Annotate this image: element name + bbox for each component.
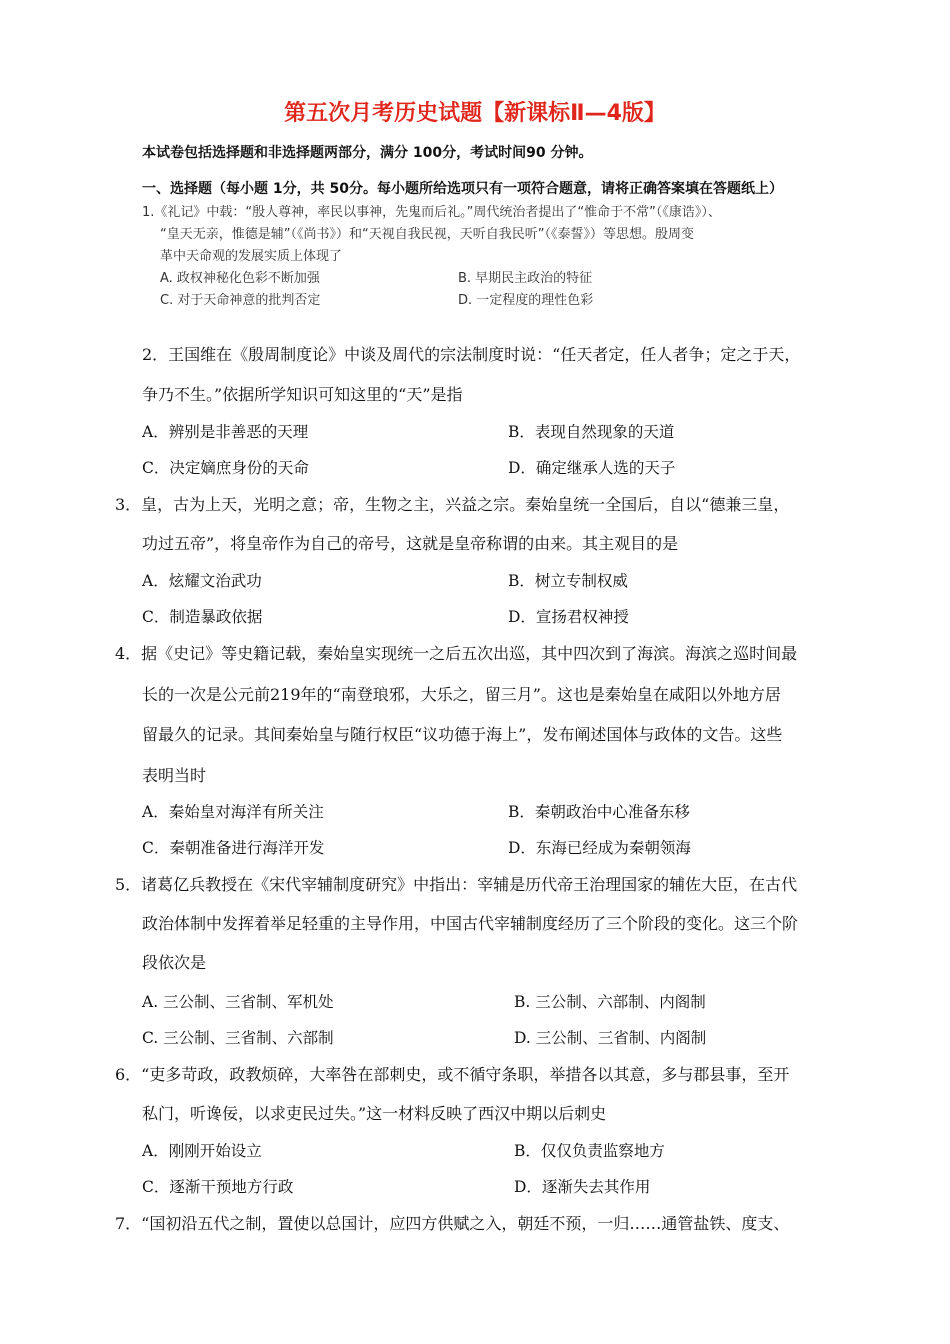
question-2-line: 争乃不生。”依据所学知识可知这里的“天”是指 xyxy=(142,385,463,404)
question-4-line: 表明当时 xyxy=(142,766,207,785)
section-heading: 一、选择题（每小题 1分，共 50分。每小题所给选项只有一项符合题意，请将正确答案填在答题纸上） xyxy=(142,181,783,197)
question-1 xyxy=(142,202,842,312)
question-2-option-a: A．辨别是非善恶的天理 xyxy=(142,423,309,441)
question-1-option-a: A. 政权神秘化色彩不断加强 xyxy=(160,271,320,286)
question-1-option-c: C. 对于天命神意的批判否定 xyxy=(160,293,321,308)
question-4-line: 4．据《史记》等史籍记载，秦始皇实现统一之后五次出巡，其中四次到了海滨。海滨之巡时间最 xyxy=(115,644,798,663)
question-3-option-d: D．宣扬君权神授 xyxy=(508,608,629,626)
question-2-option-b: B．表现自然现象的天道 xyxy=(508,423,675,441)
question-3-option-c: C．制造暴政依据 xyxy=(142,608,263,626)
question-4-line: 留最久的记录。其间秦始皇与随行权臣“议功德于海上”，发布阐述国体与政体的文告。这些 xyxy=(142,725,783,744)
question-6-option-b: B．仅仅负责监察地方 xyxy=(514,1142,665,1160)
question-6-option-d: D．逐渐失去其作用 xyxy=(514,1178,651,1196)
question-4-option-c: C．秦朝准备进行海洋开发 xyxy=(142,839,325,857)
question-1-line: “皇天无亲，惟德是辅”（《尚书》）和“天视自我民视，天听自我民听”（《泰誓》）等思想。殷周变 xyxy=(160,227,694,242)
question-1-line: 革中天命观的发展实质上体现了 xyxy=(160,249,343,264)
question-5-option-d: D. 三公制、三省制、内阁制 xyxy=(514,1029,707,1047)
question-6-line: 私门，听谗佞，以求吏民过失。”这一材料反映了西汉中期以后刺史 xyxy=(142,1104,607,1123)
question-5-option-b: B. 三公制、六部制、内阁制 xyxy=(514,993,706,1011)
question-3-line: 3．皇，古为上天，光明之意；帝，生物之主，兴益之宗。秦始皇统一全国后，自以“德兼三皇， xyxy=(115,495,790,514)
exam-note: 本试卷包括选择题和非选择题两部分，满分 100分，考试时间90 分钟。 xyxy=(142,145,593,161)
question-4-option-d: D．东海已经成为秦朝领海 xyxy=(508,839,691,857)
question-5-line: 5．诸葛亿兵教授在《宋代宰辅制度研究》中指出：宰辅是历代帝王治理国家的辅佐大臣，在古代 xyxy=(115,875,798,894)
question-3-option-a: A．炫耀文治武功 xyxy=(142,572,262,590)
question-5-line: 段依次是 xyxy=(142,953,207,972)
question-1-option-d: D. 一定程度的理性色彩 xyxy=(458,293,594,308)
question-6-option-a: A．刚刚开始设立 xyxy=(142,1142,262,1160)
question-7-line: 7．“国初沿五代之制，置使以总国计，应四方供赋之入，朝廷不预，一归……通管盐铁、度支、 xyxy=(115,1214,790,1233)
question-2-option-c: C．决定嫡庶身份的天命 xyxy=(142,459,309,477)
question-2-option-d: D．确定继承人选的天子 xyxy=(508,459,676,477)
question-4-line: 长的一次是公元前219年的“南登琅邪，大乐之，留三月”。这也是秦始皇在咸阳以外地方居 xyxy=(142,685,781,704)
question-1-line: 1.《礼记》中载：“殷人尊神，率民以事神，先鬼而后礼。”周代统治者提出了“惟命于不常”（《康诰》）、 xyxy=(142,205,721,220)
question-5-line: 政治体制中发挥着举足轻重的主导作用，中国古代宰辅制度经历了三个阶段的变化。这三个阶 xyxy=(142,914,799,933)
question-6-option-c: C．逐渐干预地方行政 xyxy=(142,1178,294,1196)
question-3-line: 功过五帝”，将皇帝作为自己的帝号，这就是皇帝称谓的由来。其主观目的是 xyxy=(142,534,679,553)
question-5-option-a: A. 三公制、三省制、军机处 xyxy=(142,993,334,1011)
question-1-option-b: B. 早期民主政治的特征 xyxy=(458,271,593,286)
question-5-option-c: C. 三公制、三省制、六部制 xyxy=(142,1029,334,1047)
question-2-line: 2．王国维在《殷周制度论》中谈及周代的宗法制度时说：“任天者定，任人者争；定之于天， xyxy=(142,345,801,364)
question-4-option-a: A．秦始皇对海洋有所关注 xyxy=(142,803,324,821)
question-4-option-b: B．秦朝政治中心准备东移 xyxy=(508,803,690,821)
page-title: 第五次月考历史试题【新课标Ⅱ—4版】 xyxy=(284,101,666,126)
question-6-line: 6．“吏多苛政，政教烦碎，大率咎在部刺史，或不循守条职，举措各以其意，多与郡县事，至开 xyxy=(115,1065,790,1084)
question-3-option-b: B．树立专制权威 xyxy=(508,572,628,590)
